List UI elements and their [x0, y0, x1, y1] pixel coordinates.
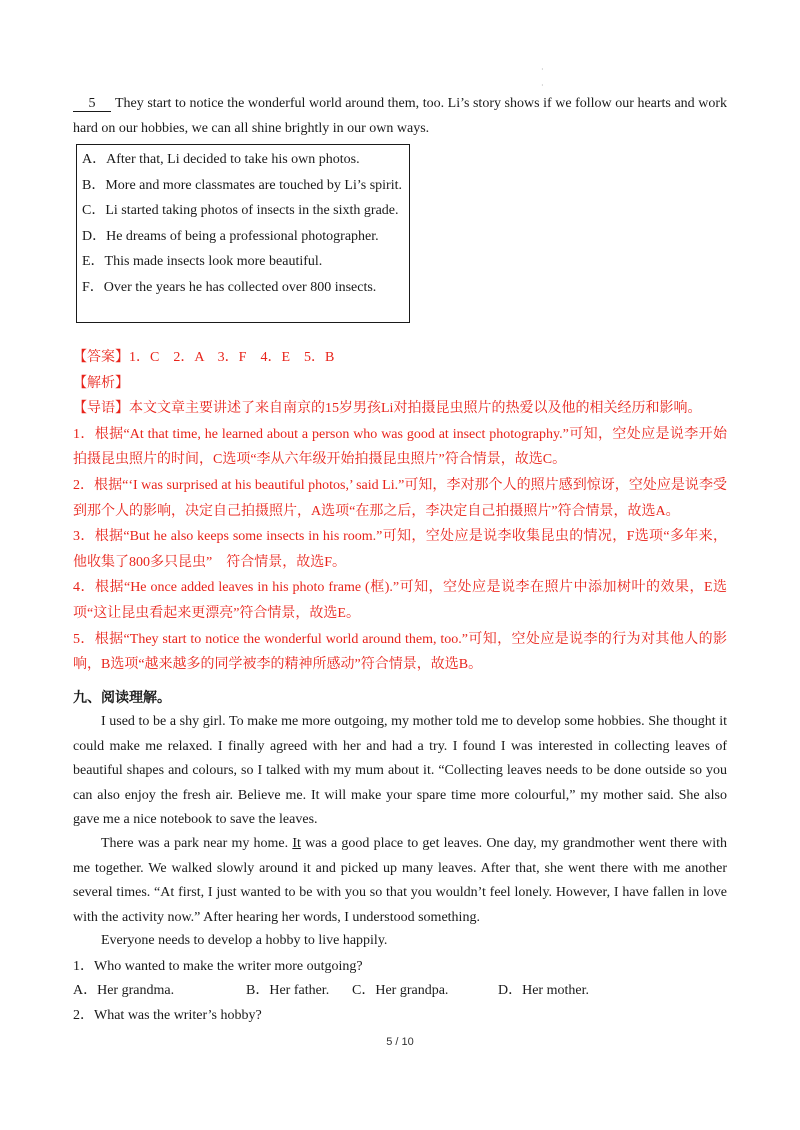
explanation-5: 5．根据“They start to notice the wonderful world around them, too.”可知，空处应是说李的行为对其他人的影响，B选项“越来越多的同学被李的精神所感动”符合情景，故选B。 — [73, 631, 727, 673]
explanation-4: 4．根据“He once added leaves in his photo frame (框).”可知，空处应是说李在照片中添加树叶的效果，E选项“这让昆虫看起来更漂亮”符合情景，故选E。 — [73, 580, 727, 621]
option-c: C．Li started taking photos of insects in the sixth grade. — [82, 203, 399, 218]
page-number: 5 / 10 — [386, 1036, 414, 1048]
explanation-3: 3．根据“But he also keeps some insects in his room.”可知，空处应是说李收集昆虫的情况，F选项“多年来，他收集了800多只昆虫” 符合情景，故选F。 — [73, 529, 727, 570]
option-f: F．Over the years he has collected over 800 insects. — [82, 279, 377, 295]
option-d: D．He dreams of being a professional photographer. — [82, 228, 379, 244]
options-box — [76, 144, 410, 323]
question-5-text: They start to notice the wonderful world around them, too. Li’s story shows if we follow our hearts and work hard on our hobbies, we can all shine brightly in our own ways. — [73, 96, 727, 136]
answer-line: 【答案】1．C 2．A 3．F 4．E 5．B — [73, 350, 335, 365]
analysis-label: 【解析】 — [73, 375, 129, 391]
question-5-paragraph — [73, 92, 727, 141]
q1-choice-b: B．Her father. — [246, 983, 330, 998]
explanation-2: 2．根据“‘I was surprised at his beautiful photos,’ said Li.”可知，李对那个人的照片感到惊讶，空处应是说李受到那个人的影响，决定自己拍摄照片，A选项“在那之后，李决定自己拍摄照片”符合情景，故选A。 — [73, 477, 727, 519]
question-1-choices — [73, 980, 727, 1002]
passage-paragraph-1: I used to be a shy girl. To make me more outgoing, my mother told me to develop some hobbies. She thought it could make me relaxed. I finally agreed with her and had a try. I found I was interested in collecting leaves of beautiful shapes and colours, so I talked with my mum about it. “Collecting leaves needs to be done outside so you can also enjoy the fresh air. Believe me. It will make your spare time more colourful,” my mother said. She also gave me a nice notebook to save the leaves. — [73, 714, 727, 827]
q1-choice-d: D．Her mother. — [498, 983, 589, 998]
question-1: 1．Who wanted to make the writer more outgoing? — [73, 959, 363, 974]
option-b: B．More and more classmates are touched by Li’s spirit. — [82, 177, 402, 193]
passage-paragraph-3: Everyone needs to develop a hobby to live happily. — [101, 933, 388, 948]
question-2: 2．What was the writer’s hobby? — [73, 1008, 262, 1023]
blank-number: 5 — [73, 96, 111, 112]
guide-text: 【导语】本文文章主要讲述了来自南京的15岁男孩Li对拍摄昆虫照片的热爱以及他的相关经历和影响。 — [73, 401, 702, 417]
passage-paragraph-2: There was a park near my home. It was a good place to get leaves. One day, my grandmother went there with me together. We walked slowly around it and picked up many leaves. After that, she went there with me another several times. “At first, I just wanted to be with you so that you wouldn’t feel lonely. However, I have fallen in love with the activity now.” After hearing her words, I understood something. — [73, 836, 728, 925]
q1-choice-c: C．Her grandpa. — [352, 983, 449, 998]
underlined-it: It — [292, 836, 301, 851]
q1-choice-a: A．Her grandma. — [73, 983, 175, 998]
option-e: E．This made insects look more beautiful. — [82, 254, 323, 269]
option-a: A．After that, Li decided to take his own photos. — [82, 152, 360, 167]
corner-marks: · · — [541, 65, 544, 90]
section-title: 九、阅读理解。 — [73, 690, 171, 706]
explanation-1: 1．根据“At that time, he learned about a person who was good at insect photography.”可知，空处应是说李开始拍摄昆虫照片的时间，C选项“李从六年级开始拍摄昆虫照片”符合情景，故选C。 — [73, 426, 727, 468]
answer-block — [73, 345, 727, 678]
